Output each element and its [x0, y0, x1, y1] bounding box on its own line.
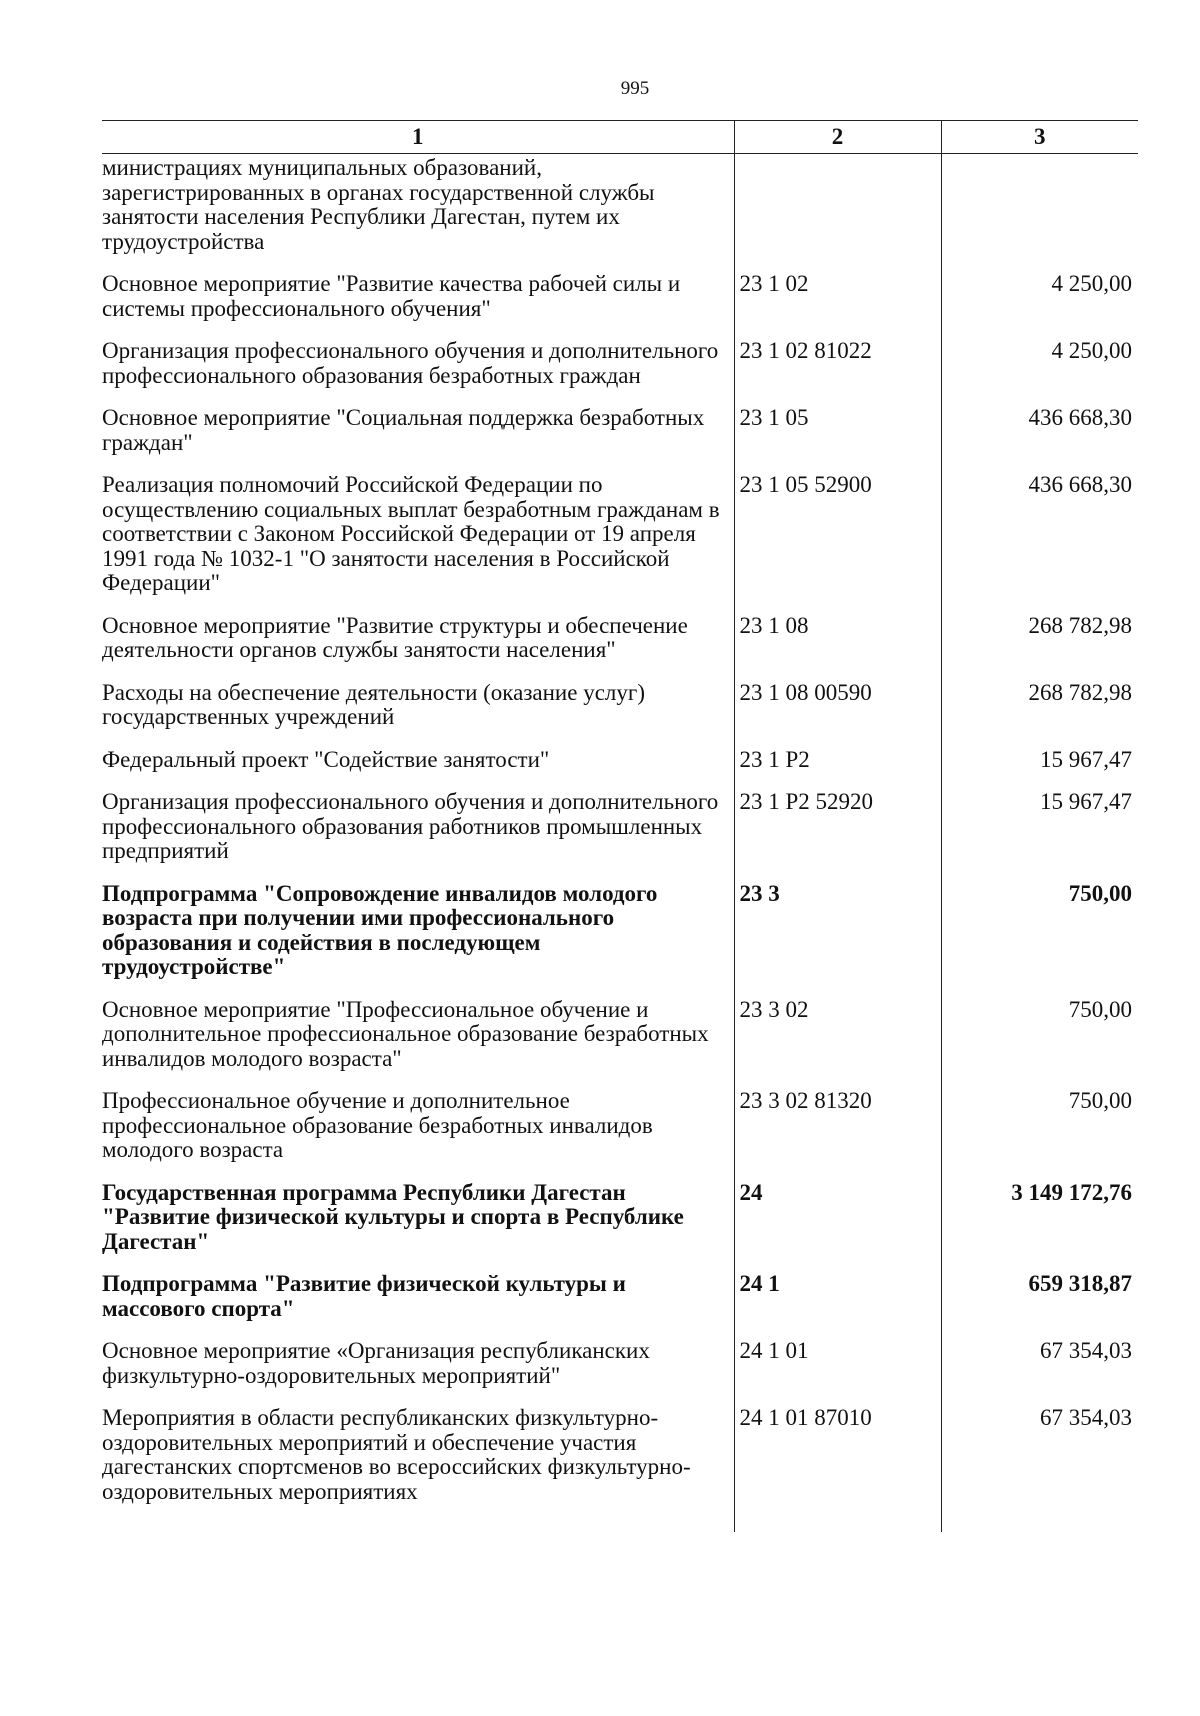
row-code-cell: 23 1 08 00590 [734, 681, 941, 748]
header-col-3: 3 [941, 121, 1138, 154]
row-amount-cell [941, 154, 1138, 273]
row-code-cell: 23 1 02 81022 [734, 339, 941, 406]
row-amount-cell: 15 967,47 [941, 790, 1138, 882]
table-row [102, 1089, 1138, 1181]
row-name-cell: Основное мероприятие "Профессиональное обучение и дополнительное профессиональное образование безработных инвалидов молодого возраста" [102, 996, 709, 1071]
row-amount-cell: 268 782,98 [941, 614, 1138, 681]
table-row [102, 748, 1138, 791]
row-name-cell: Организация профессионального обучения и дополнительного профессионального образования безработных граждан [102, 338, 719, 388]
row-amount-cell: 67 354,03 [941, 1339, 1138, 1406]
row-code-cell: 24 1 01 87010 [734, 1406, 941, 1532]
row-name-cell: Подпрограмма "Сопровождение инвалидов молодого возраста при получении ими профессионального образования и содействия в последующем трудоустройстве" [102, 880, 658, 979]
row-amount-cell: 3 149 172,76 [941, 1181, 1138, 1273]
row-name-cell: Организация профессионального обучения и дополнительного профессионального образования работников промышленных предприятий [102, 789, 719, 863]
row-code-cell: 23 1 08 [734, 614, 941, 681]
row-name-cell: Федеральный проект "Содействие занятости" [102, 746, 550, 772]
row-amount-cell: 659 318,87 [941, 1272, 1138, 1339]
row-name-cell: министрациях муниципальных образований, зарегистрированных в органах государственной службы занятости населения Республики Дагестан, путем их трудоустройства [102, 155, 655, 254]
table-body [102, 154, 1138, 1533]
row-code-cell: 23 1 05 [734, 406, 941, 473]
row-code-cell: 23 3 02 81320 [734, 1089, 941, 1181]
budget-table [102, 120, 1138, 1532]
row-code-cell: 23 1 05 52900 [734, 473, 941, 614]
row-code-cell: 23 3 [734, 882, 941, 998]
row-name-cell: Мероприятия в области республиканских физкультурно-оздоровительных мероприятий и обеспечение участия дагестанских спортсменов во всероссийских физкультурно-оздоровительных мероприятиях [102, 1405, 691, 1504]
row-code-cell: 23 1 02 [734, 272, 941, 339]
row-name-cell: Реализация полномочий Российской Федерации по осуществлению социальных выплат безработным гражданам в соответствии с Законом Российской Федерации от 19 апреля 1991 года № 1032-1 "О занятости населения в Российской Федерации" [102, 472, 720, 595]
table-row [102, 1406, 1138, 1532]
row-amount-cell: 750,00 [941, 1089, 1138, 1181]
row-amount-cell: 4 250,00 [941, 339, 1138, 406]
row-code-cell: 23 1 P2 [734, 748, 941, 791]
row-amount-cell: 268 782,98 [941, 681, 1138, 748]
row-name-cell: Подпрограмма "Развитие физической культуры и массового спорта" [102, 1271, 626, 1321]
row-code-cell [734, 154, 941, 273]
row-amount-cell: 436 668,30 [941, 406, 1138, 473]
row-name-cell: Профессиональное обучение и дополнительное профессиональное образование безработных инвалидов молодого возраста [102, 1088, 653, 1162]
table-row [102, 882, 1138, 998]
header-col-2: 2 [734, 121, 941, 154]
row-name-cell: Государственная программа Республики Дагестан "Развитие физической культуры и спорта в Республике Дагестан" [102, 1179, 684, 1254]
row-code-cell: 23 3 02 [734, 998, 941, 1090]
row-code-cell: 24 1 01 [734, 1339, 941, 1406]
row-amount-cell: 15 967,47 [941, 748, 1138, 791]
row-amount-cell: 436 668,30 [941, 473, 1138, 614]
row-amount-cell: 750,00 [941, 882, 1138, 998]
table-row [102, 998, 1138, 1090]
row-amount-cell: 4 250,00 [941, 272, 1138, 339]
table-row [102, 1339, 1138, 1406]
row-name-cell: Основное мероприятие "Развитие качества рабочей силы и системы профессионального обучения" [102, 271, 681, 321]
row-name-cell: Расходы на обеспечение деятельности (оказание услуг) государственных учреждений [102, 679, 645, 729]
row-name-cell: Основное мероприятие "Развитие структуры и обеспечение деятельности органов службы занятости населения" [102, 612, 688, 662]
row-code-cell: 24 [734, 1181, 941, 1273]
row-code-cell: 24 1 [734, 1272, 941, 1339]
row-amount-cell: 750,00 [941, 998, 1138, 1090]
budget-table-container [102, 120, 1138, 1532]
row-name-cell: Основное мероприятие "Социальная поддержка безработных граждан" [102, 405, 705, 455]
table-row [102, 1272, 1138, 1339]
row-amount-cell: 67 354,03 [941, 1406, 1138, 1532]
table-row [102, 681, 1138, 748]
table-row [102, 272, 1138, 339]
table-row [102, 154, 1138, 273]
table-row [102, 1181, 1138, 1273]
header-col-1: 1 [102, 121, 734, 154]
table-row [102, 339, 1138, 406]
row-code-cell: 23 1 P2 52920 [734, 790, 941, 882]
table-row [102, 406, 1138, 473]
table-header-row [102, 121, 1138, 154]
row-name-cell: Основное мероприятие «Организация республиканских физкультурно-оздоровительных мероприятий" [102, 1338, 650, 1388]
table-row [102, 790, 1138, 882]
table-row [102, 614, 1138, 681]
page-number: 995 [620, 78, 650, 99]
table-row [102, 473, 1138, 614]
